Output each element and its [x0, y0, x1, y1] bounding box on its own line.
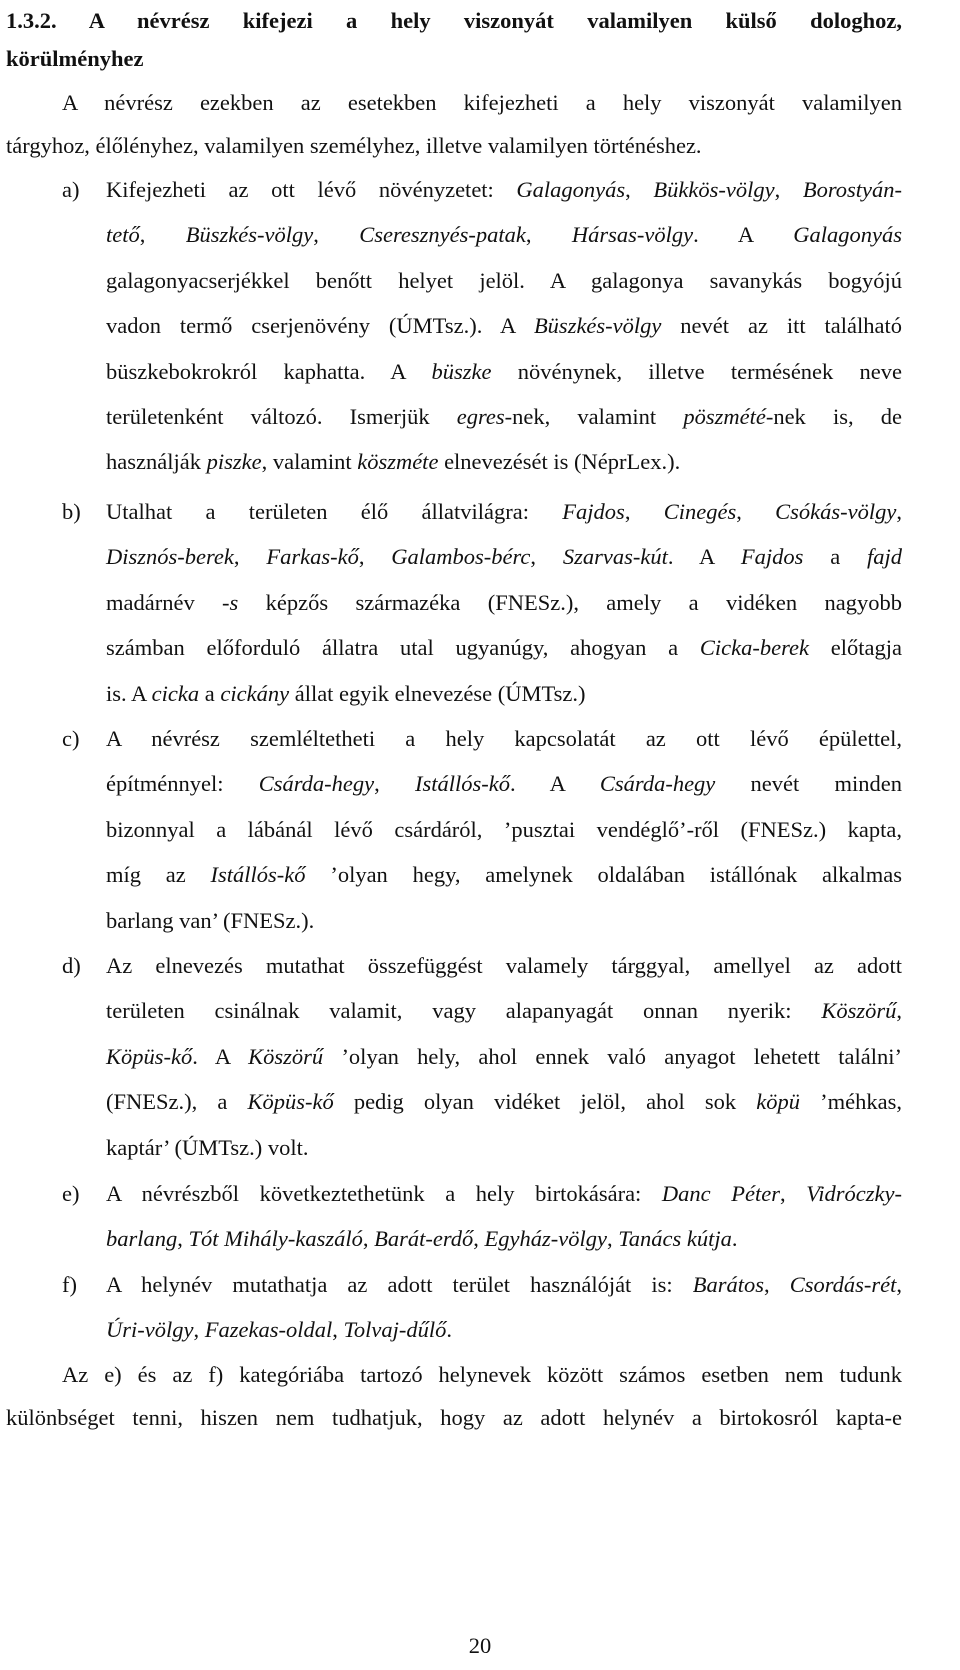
list-item-label: e) [62, 1181, 80, 1206]
list-item-label: a) [62, 177, 80, 202]
section-title-line-1: A névrész kifejezi a hely viszonyát valamilyen külső dologhoz, [88, 8, 903, 33]
list-item-line: (FNESz.), a Köpüs-kő pedig olyan vidéket jelöl, ahol sok köpü ’méhkas, [106, 1089, 902, 1115]
list-item-line: területenként változó. Ismerjük egres-nek, valamint pöszmété-nek is, de [106, 404, 902, 429]
list-item-line: Disznós-berek, Farkas-kő, Galambos-bérc, Szarvas-kút. A Fajdos a fajd [106, 544, 903, 570]
intro-line: A névrész ezekben az esetekben kifejezheti a hely viszonyát valamilyen [62, 90, 902, 115]
list-item-line: kaptár’ (ÚMTsz.) volt. [106, 1134, 309, 1160]
list-item-line: galagonyacserjékkel benőtt helyet jelöl. A galagonya savanykás bogyójú [106, 267, 902, 293]
closing-line: különbséget tenni, hiszen nem tudhatjuk, hogy az adott helynév a birtokosról kapta-e [6, 1405, 902, 1430]
list-item-line: vadon termő cserjenövény (ÚMTsz.). A Büszkés-völgy nevét az itt található [106, 313, 902, 339]
list-item-line: madárnév -s képzős származéka (FNESz.), amely a vidéken nagyobb [106, 589, 902, 615]
list-item-line: A névrészből következtethetünk a hely birtokására: Danc Péter, Vidróczky- [106, 1181, 903, 1206]
closing-line: Az e) és az f) kategóriába tartozó helynevek között számos esetben nem tudunk [62, 1362, 902, 1387]
list-item-line: építménnyel: Csárda-hegy, Istállós-kő. A Csárda-hegy nevét minden [106, 771, 902, 797]
list-item-line: Úri-völgy, Fazekas-oldal, Tolvaj-dűlő. [106, 1317, 453, 1343]
list-item-line: Kifejezheti az ott lévő növényzetet: Galagonyás, Bükkös-völgy, Borostyán- [106, 177, 903, 202]
list-item-line: büszkebokrokról kaphatta. A büszke növénynek, illetve termésének neve [106, 358, 902, 384]
page-number: 20 [468, 1633, 492, 1658]
list-item-line: számban előforduló állatra utal ugyanúgy, ahogyan a Cicka-berek előtagja [106, 635, 903, 661]
list-item-line: A névrész szemléltetheti a hely kapcsolatát az ott lévő épülettel, [106, 726, 902, 751]
list-item-line: Utalhat a területen élő állatvilágra: Fajdos, Cinegés, Csókás-völgy, [106, 499, 903, 524]
list-item-line: tető, Büszkés-völgy, Cseresznyés-patak, Hársas-völgy. A Galagonyás [106, 222, 903, 248]
list-item-line: barlang van’ (FNESz.). [106, 907, 315, 933]
intro-line: tárgyhoz, élőlényhez, valamilyen személyhez, illetve valamilyen történéshez. [6, 133, 702, 158]
list-item-line: míg az Istállós-kő ’olyan hegy, amelynek oldalában istállónak alkalmas [106, 862, 902, 888]
list-item-line: Az elnevezés mutathat összefüggést valamely tárggyal, amellyel az adott [106, 953, 902, 978]
list-item-line: használják piszke, valamint köszméte elnevezését is (NéprLex.). [106, 449, 681, 475]
list-item-label: b) [62, 499, 81, 524]
list-item-label: f) [62, 1272, 77, 1297]
list-item-line: is. A cicka a cickány állat egyik elnevezése (ÚMTsz.) [106, 680, 586, 706]
list-item-label: c) [62, 726, 80, 751]
section-title-line-2: körülményhez [6, 46, 144, 71]
list-item-line: bizonnyal a lábánál lévő csárdáról, ’pusztai vendéglő’-ről (FNESz.) kapta, [106, 816, 902, 842]
list-item-line: A helynév mutathatja az adott terület használóját is: Barátos, Csordás-rét, [106, 1272, 902, 1297]
list-item-label: d) [62, 953, 81, 978]
list-item-line: területen csinálnak valamit, vagy alapanyagát onnan nyerik: Köszörű, [106, 998, 902, 1024]
list-item-line: barlang, Tót Mihály-kaszáló, Barát-erdő, Egyház-völgy, Tanács kútja. [106, 1226, 738, 1252]
list-item-line: Köpüs-kő. A Köszörű ’olyan hely, ahol ennek való anyagot lehetett találni’ [106, 1043, 902, 1069]
section-number: 1.3.2. [6, 8, 57, 33]
